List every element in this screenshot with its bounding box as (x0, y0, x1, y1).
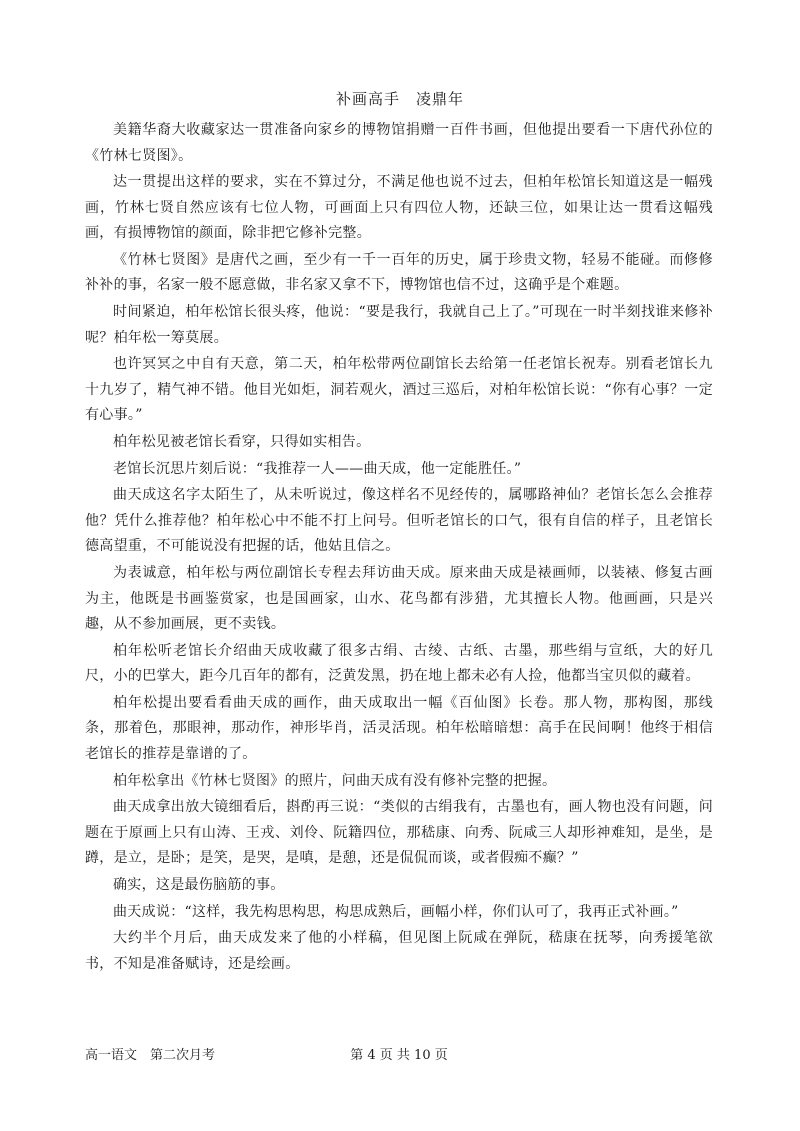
paragraph: 曲天成说：“这样，我先构思构思，构思成熟后，画幅小样，你们认可了，我再正式补画。” (113, 903, 679, 920)
article-body (85, 118, 713, 979)
paragraph: 确实，这是最伤脑筋的事。 (113, 876, 285, 893)
page-footer (85, 1044, 713, 1064)
paragraph: 达一贯提出这样的要求，实在不算过分，不满足他也说不过去，但柏年松馆长知道这是一幅残画，竹林七贤自然应该有七位人物，可画面上只有四位人物，还缺三位，如果让达一贯看这幅残画，有损博物馆的颜面，除非把它修补完整。 (85, 174, 713, 242)
paragraph: 柏年松提出要看看曲天成的画作，曲天成取出一幅《百仙图》长卷。那人物，那构图，那线条，那着色，那眼神，那动作，神形毕肖，活灵活现。柏年松暗暗想：高手在民间啊！他终于相信老馆长的推荐是靠谱的了。 (85, 694, 713, 762)
paragraph: 柏年松听老馆长介绍曲天成收藏了很多古绢、古绫、古纸、古墨，那些绢与宣纸，大的好几尺，小的巴掌大，距今几百年的都有，泛黄发黑，扔在地上都未必有人捡，他都当宝贝似的藏着。 (85, 642, 713, 685)
paragraph: 时间紧迫，柏年松馆长很头疼，他说：“要是我行，我就自己上了。”可现在一时半刻找谁来修补呢？柏年松一筹莫展。 (85, 304, 713, 346)
paragraph: 也许冥冥之中自有天意，第二天，柏年松带两位副馆长去给第一任老馆长祝寿。别看老馆长九十九岁了，精气神不错。他目光如炬，洞若观火，酒过三巡后，对柏年松馆长说：“你有心事？一定有心事。” (85, 356, 713, 424)
paragraph: 老馆长沉思片刻后说：“我推荐一人——曲天成，他一定能胜任。” (113, 460, 522, 477)
page-number: 第 4 页 共 10 页 (350, 1048, 448, 1063)
paragraph: 《竹林七贤图》是唐代之画，至少有一千一百年的历史，属于珍贵文物，轻易不能碰。而修修补补的事，名家一般不愿意做，非名家又拿不下，博物馆也信不过，这确乎是个难题。 (85, 251, 713, 294)
paragraph: 柏年松拿出《竹林七贤图》的照片，问曲天成有没有修补完整的把握。 (113, 772, 557, 789)
paragraph: 大约半个月后，曲天成发来了他的小样稿，但见图上阮咸在弹阮，嵇康在抚琴，向秀援笔欲书，不知是准备赋诗，还是绘画。 (85, 930, 713, 972)
paragraph: 曲天成这名字太陌生了，从未听说过，像这样名不见经传的，属哪路神仙？老馆长怎么会推荐他？凭什么推荐他？柏年松心中不能不打上问号。但听老馆长的口气，很有自信的样子，且老馆长德高望重，不可能说没有把握的话，他姑且信之。 (85, 487, 713, 555)
article-title: 补画高手 凌鼎年 (335, 90, 464, 108)
paragraph: 曲天成拿出放大镜细看后，斟酌再三说：“类似的古绢我有，古墨也有，画人物也没有问题，问题在于原画上只有山涛、王戎、刘伶、阮籍四位，那嵇康、向秀、阮咸三人却形神难知，是坐，是蹲，是立，是卧；是笑，是哭，是嗔，是憩，还是侃侃而谈，或者假痴不癫？” (85, 799, 713, 867)
paragraph: 美籍华裔大收藏家达一贯准备向家乡的博物馆捐赠一百件书画，但他提出要看一下唐代孙位的《竹林七贤图》。 (85, 122, 713, 164)
exam-label: 高一语文 第二次月考 (85, 1048, 216, 1063)
paragraph: 柏年松见被老馆长看穿，只得如实相告。 (113, 433, 371, 450)
paragraph: 为表诚意，柏年松与两位副馆长专程去拜访曲天成。原来曲天成是裱画师，以装裱、修复古画为主，他既是书画鉴赏家，也是国画家，山水、花鸟都有涉猎，尤其擅长人物。他画画，只是兴趣，从不参加画展，更不卖钱。 (85, 565, 713, 632)
